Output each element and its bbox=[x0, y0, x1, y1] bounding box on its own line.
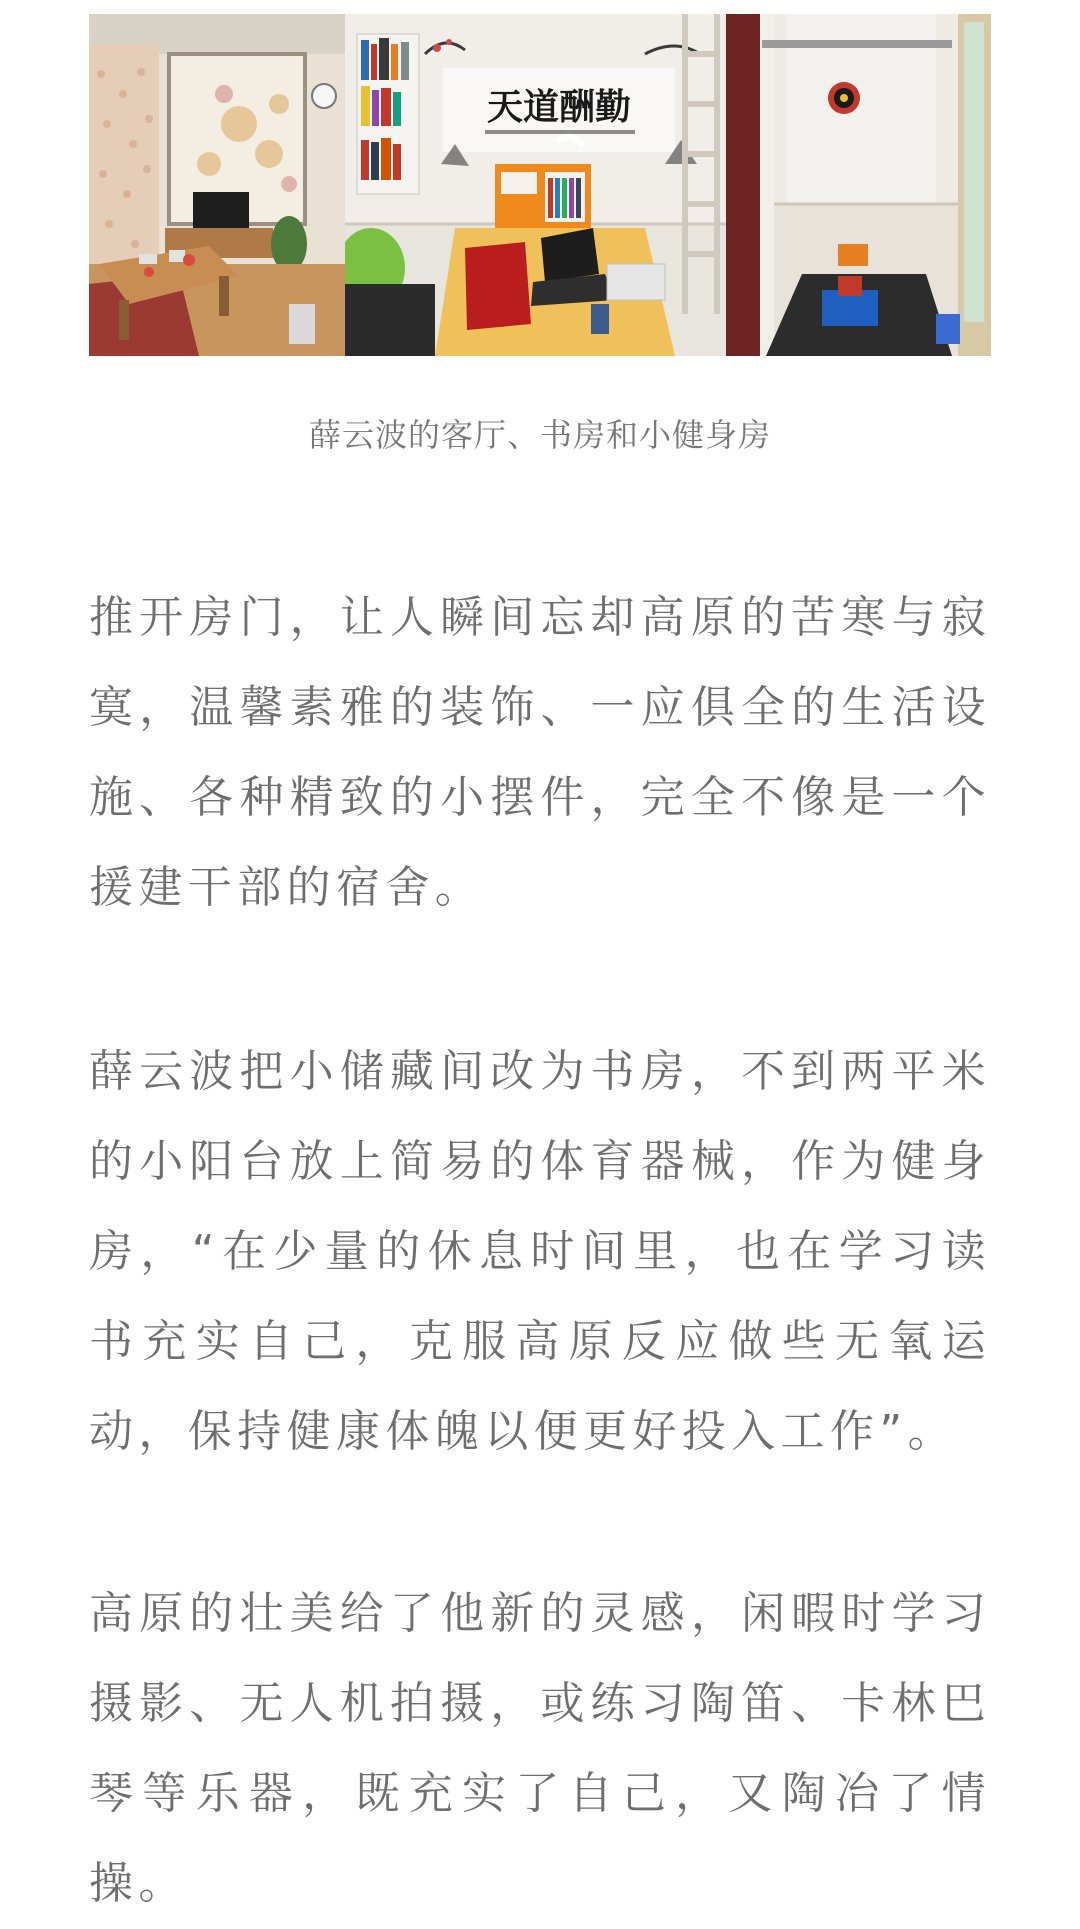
paragraph-2: 薛云波把小储藏间改为书房，不到两平米的小阳台放上简易的体育器械，作为健身房，“在少量的休息时间里，也在学习读书充实自己，克服高原反应做些无氧运动，保持健康体魄以便更好投入工作”。 bbox=[89, 1046, 991, 1457]
living-room-photo bbox=[89, 14, 345, 356]
paragraph-1: 推开房门，让人瞬间忘却高原的苦寒与寂寞，温馨素雅的装饰、一应俱全的生活设施、各种精致的小摆件，完全不像是一个援建干部的宿舍。 bbox=[89, 592, 991, 913]
study-room-photo bbox=[345, 14, 726, 356]
photo-collage bbox=[89, 14, 991, 356]
paragraph-3: 高原的壮美给了他新的灵感，闲暇时学习摄影、无人机拍摄，或练习陶笛、卡林巴琴等乐器，既充实了自己，又陶冶了情操。 bbox=[89, 1588, 991, 1909]
gym-room-photo bbox=[726, 14, 991, 356]
photo-caption: 薛云波的客厅、书房和小健身房 bbox=[308, 416, 771, 454]
calligraphy-text: 天道酬勤 bbox=[486, 86, 632, 128]
